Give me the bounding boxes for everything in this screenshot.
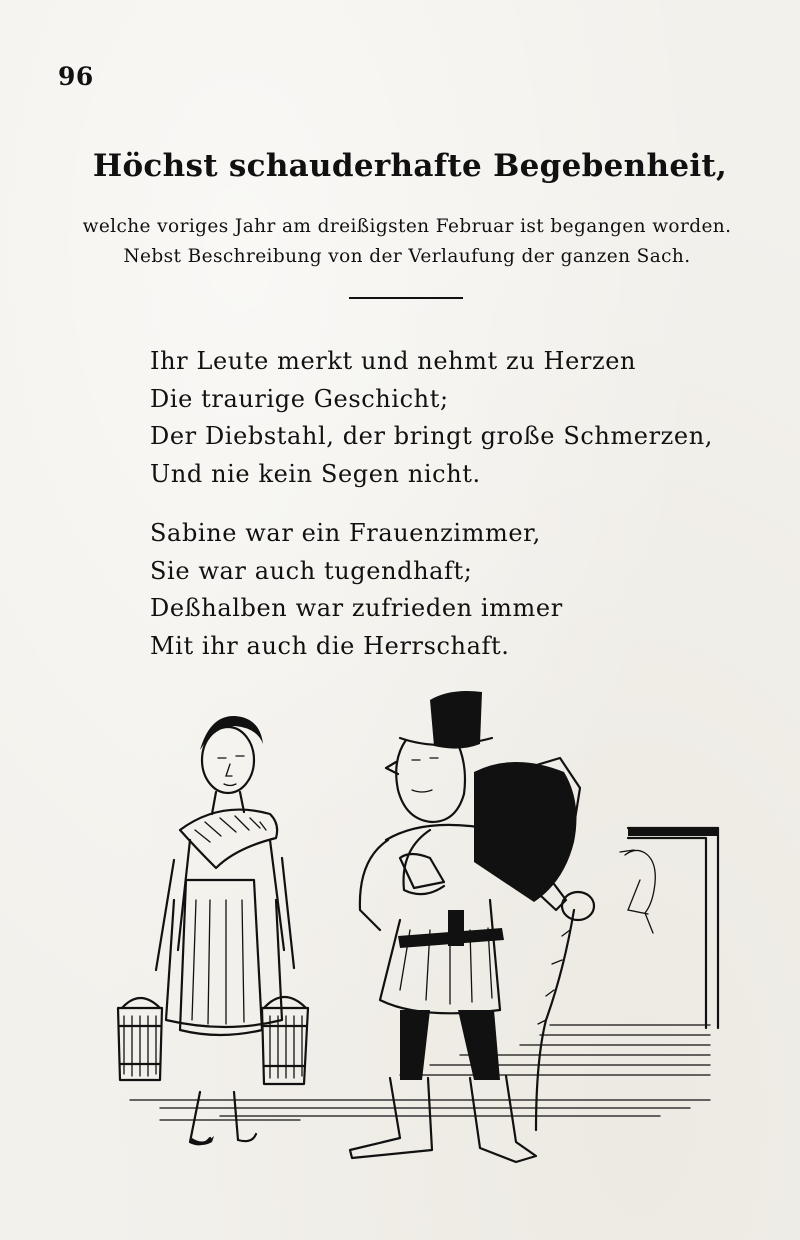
right-bucket bbox=[262, 997, 308, 1084]
verse-line: Sabine war ein Frauenzimmer, bbox=[150, 519, 541, 547]
wall-picture-frame bbox=[620, 828, 718, 1028]
poem-title: Höchst schauderhafte Begebenheit, bbox=[92, 148, 728, 184]
stanza-2 bbox=[150, 518, 563, 668]
verse-line: Der Diebstahl, der bringt große Schmerzen, bbox=[150, 422, 714, 450]
verse-line: Sie war auch tugendhaft; bbox=[150, 556, 473, 585]
verse-line: Deßhalben war zufrieden immer bbox=[150, 594, 563, 622]
stanza-1 bbox=[150, 346, 713, 496]
poem-subtitle-line-1: welche voriges Jahr am dreißigsten Februar ist begangen worden. bbox=[82, 216, 732, 237]
page-number: 96 bbox=[58, 62, 94, 91]
verse-line: Die traurige Geschicht; bbox=[150, 384, 449, 413]
illustration-drawing bbox=[100, 680, 740, 1180]
verse-line: Ihr Leute merkt und nehmt zu Herzen bbox=[150, 347, 637, 375]
verse-line: Und nie kein Segen nicht. bbox=[150, 459, 481, 488]
left-bucket bbox=[118, 998, 162, 1080]
title-divider-rule bbox=[349, 297, 463, 299]
woodcut-illustration bbox=[100, 680, 740, 1180]
poem-subtitle-line-2: Nebst Beschreibung von der Verlaufung der ganzen Sach. bbox=[123, 246, 691, 267]
wanderer-figure bbox=[350, 691, 594, 1162]
verse-line: Mit ihr auch die Herrschaft. bbox=[150, 631, 510, 660]
woman-figure bbox=[118, 716, 308, 1145]
